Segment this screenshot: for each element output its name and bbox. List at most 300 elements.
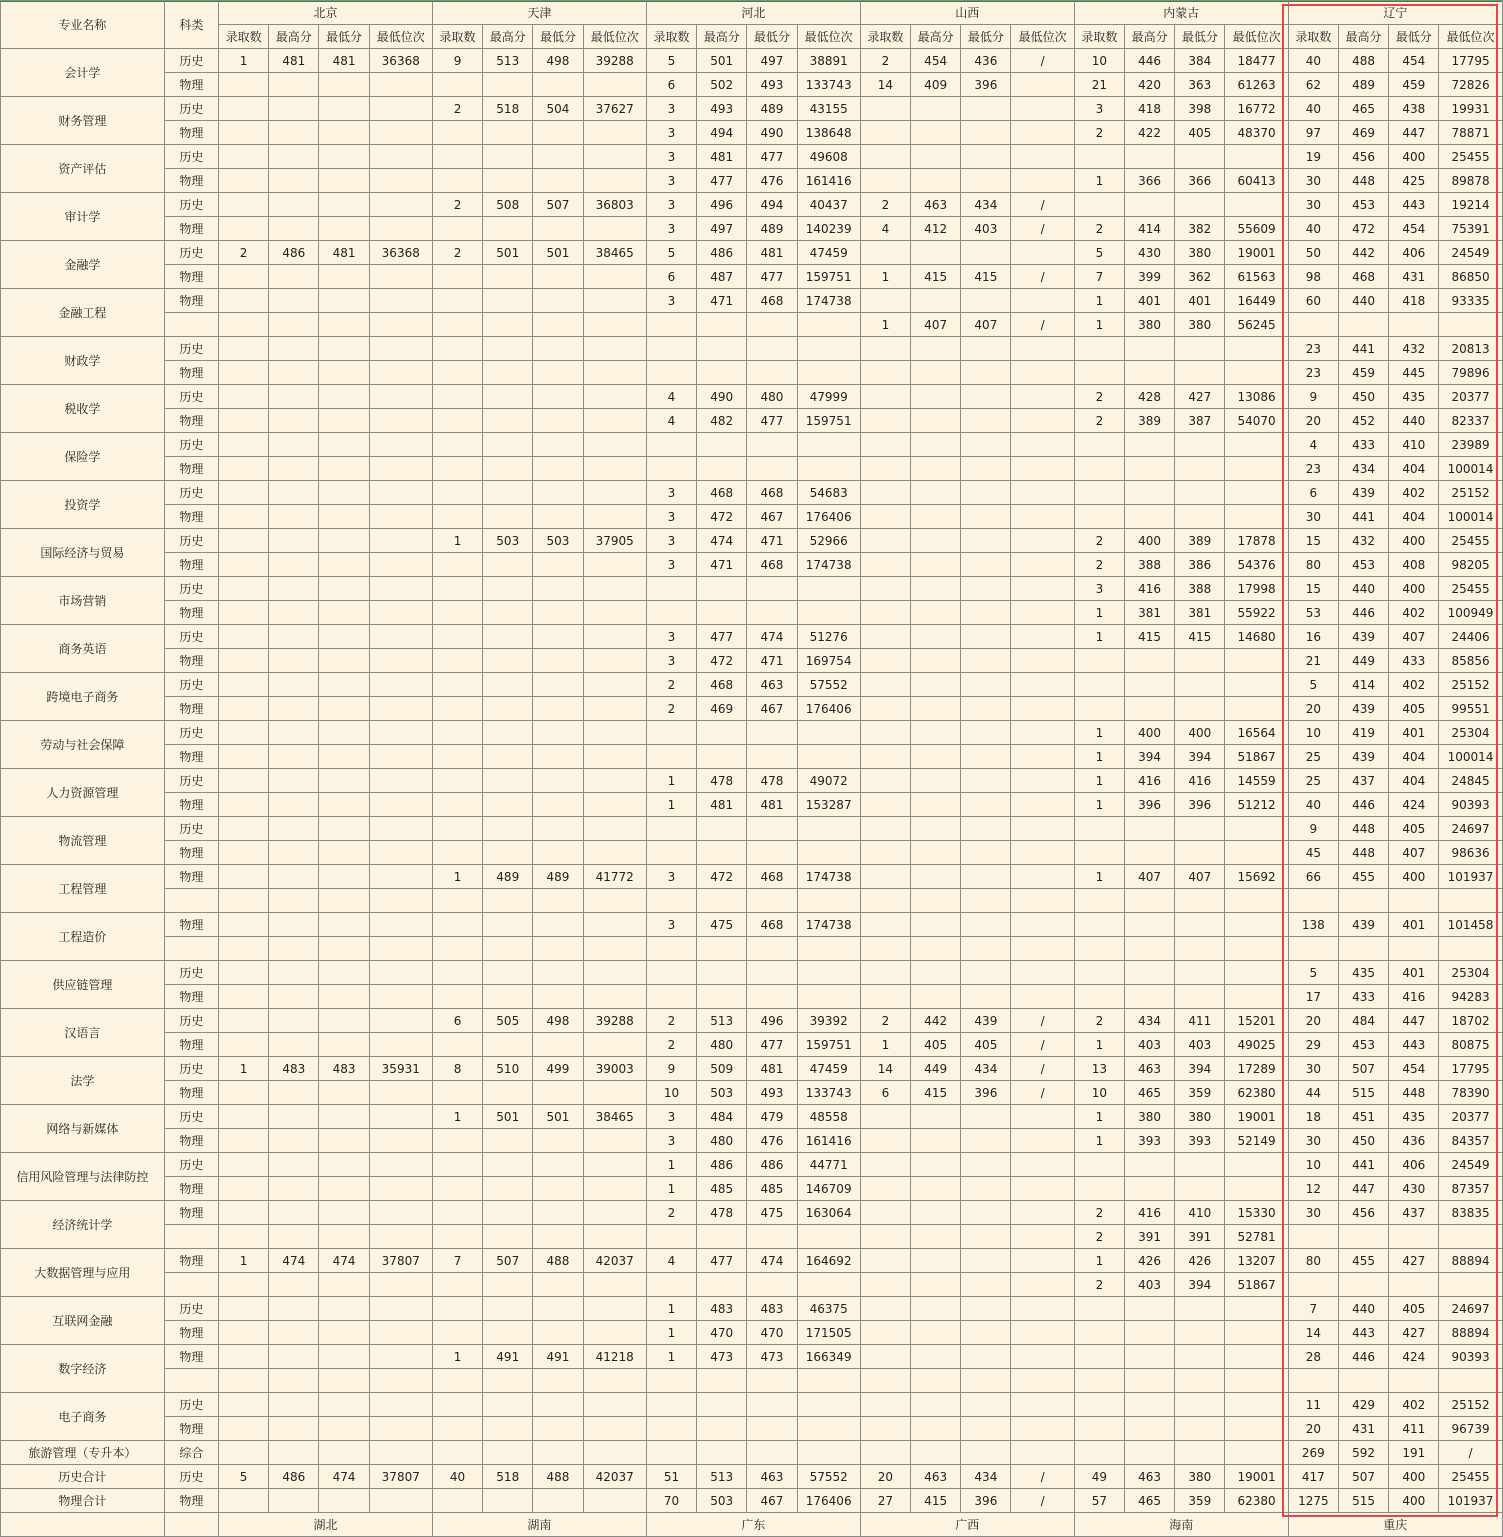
max-score-cell[interactable]: 463 xyxy=(911,193,961,217)
admit-count-cell[interactable] xyxy=(860,961,910,985)
min-score-cell[interactable]: 407 xyxy=(961,313,1011,337)
admit-count-cell[interactable] xyxy=(646,889,696,913)
min-rank-cell[interactable]: 88894 xyxy=(1439,1249,1502,1273)
admit-count-cell[interactable] xyxy=(1074,937,1124,961)
min-score-cell[interactable] xyxy=(319,433,369,457)
admit-count-cell[interactable]: 1 xyxy=(1074,1105,1124,1129)
min-score-cell[interactable] xyxy=(319,841,369,865)
min-score-cell[interactable] xyxy=(1175,937,1225,961)
max-score-cell[interactable]: 472 xyxy=(697,649,747,673)
admit-count-cell[interactable] xyxy=(218,745,268,769)
min-score-cell[interactable]: 477 xyxy=(747,1033,797,1057)
min-score-cell[interactable]: 405 xyxy=(961,1033,1011,1057)
admit-count-cell[interactable]: 40 xyxy=(1288,49,1338,73)
min-rank-cell[interactable] xyxy=(369,985,432,1009)
admit-count-cell[interactable] xyxy=(860,937,910,961)
min-score-cell[interactable] xyxy=(533,913,583,937)
admit-count-cell[interactable] xyxy=(218,337,268,361)
major-name[interactable]: 审计学 xyxy=(1,193,165,241)
admit-count-cell[interactable]: 2 xyxy=(1074,121,1124,145)
min-rank-cell[interactable]: 15330 xyxy=(1225,1201,1288,1225)
min-rank-cell[interactable]: 42037 xyxy=(583,1465,646,1489)
min-score-cell[interactable] xyxy=(1175,1393,1225,1417)
min-rank-cell[interactable]: 163064 xyxy=(797,1201,860,1225)
admit-count-cell[interactable]: 1 xyxy=(646,1345,696,1369)
admit-count-cell[interactable] xyxy=(432,697,482,721)
min-rank-cell[interactable]: 35931 xyxy=(369,1057,432,1081)
min-rank-cell[interactable] xyxy=(1225,1369,1288,1393)
max-score-cell[interactable]: 448 xyxy=(1338,841,1388,865)
max-score-cell[interactable] xyxy=(483,313,533,337)
max-score-cell[interactable]: 441 xyxy=(1338,505,1388,529)
min-score-cell[interactable] xyxy=(1175,457,1225,481)
max-score-cell[interactable] xyxy=(269,577,319,601)
admit-count-cell[interactable]: 3 xyxy=(646,865,696,889)
min-score-cell[interactable] xyxy=(319,889,369,913)
subject-cell[interactable] xyxy=(164,937,218,961)
min-rank-cell[interactable]: 38465 xyxy=(583,241,646,265)
min-rank-cell[interactable] xyxy=(1011,169,1074,193)
admit-count-cell[interactable]: 12 xyxy=(1288,1177,1338,1201)
min-score-cell[interactable]: 481 xyxy=(747,1057,797,1081)
min-score-cell[interactable]: 476 xyxy=(747,1129,797,1153)
min-score-cell[interactable]: 401 xyxy=(1389,721,1439,745)
min-score-cell[interactable] xyxy=(1175,337,1225,361)
min-score-cell[interactable] xyxy=(319,265,369,289)
max-score-cell[interactable] xyxy=(911,1297,961,1321)
admit-count-cell[interactable]: 1 xyxy=(1074,601,1124,625)
min-rank-cell[interactable] xyxy=(1225,433,1288,457)
max-score-cell[interactable]: 493 xyxy=(697,97,747,121)
subject-cell[interactable]: 物理 xyxy=(164,1417,218,1441)
min-rank-cell[interactable]: 40437 xyxy=(797,193,860,217)
max-score-cell[interactable]: 422 xyxy=(1125,121,1175,145)
min-rank-cell[interactable]: 101937 xyxy=(1439,1489,1502,1513)
subject-cell[interactable]: 物理 xyxy=(164,697,218,721)
min-score-cell[interactable]: 479 xyxy=(747,1105,797,1129)
subject-cell[interactable]: 物理 xyxy=(164,841,218,865)
admit-count-cell[interactable] xyxy=(218,937,268,961)
admit-count-cell[interactable] xyxy=(218,769,268,793)
max-score-cell[interactable]: 494 xyxy=(697,121,747,145)
admit-count-cell[interactable]: 5 xyxy=(1288,961,1338,985)
max-score-cell[interactable] xyxy=(697,841,747,865)
min-score-cell[interactable]: 400 xyxy=(1389,529,1439,553)
subject-cell[interactable]: 历史 xyxy=(164,1297,218,1321)
admit-count-cell[interactable] xyxy=(432,169,482,193)
admit-count-cell[interactable] xyxy=(860,241,910,265)
min-score-cell[interactable]: 490 xyxy=(747,121,797,145)
min-rank-cell[interactable] xyxy=(1011,289,1074,313)
max-score-cell[interactable] xyxy=(911,1393,961,1417)
min-score-cell[interactable] xyxy=(319,1177,369,1201)
min-rank-cell[interactable] xyxy=(797,961,860,985)
admit-count-cell[interactable]: 97 xyxy=(1288,121,1338,145)
min-score-cell[interactable] xyxy=(747,889,797,913)
min-rank-cell[interactable] xyxy=(583,1417,646,1441)
min-rank-cell[interactable] xyxy=(583,169,646,193)
min-score-cell[interactable]: 474 xyxy=(319,1465,369,1489)
max-score-cell[interactable] xyxy=(1125,1153,1175,1177)
subject-cell[interactable]: 物理 xyxy=(164,1033,218,1057)
admit-count-cell[interactable]: 18 xyxy=(1288,1105,1338,1129)
max-score-cell[interactable]: 394 xyxy=(1125,745,1175,769)
max-score-cell[interactable]: 477 xyxy=(697,169,747,193)
min-rank-cell[interactable] xyxy=(1011,961,1074,985)
min-score-cell[interactable] xyxy=(533,649,583,673)
min-rank-cell[interactable]: / xyxy=(1439,1441,1502,1465)
admit-count-cell[interactable] xyxy=(1074,1177,1124,1201)
admit-count-cell[interactable]: 1 xyxy=(860,313,910,337)
min-score-cell[interactable]: 415 xyxy=(1175,625,1225,649)
subject-cell[interactable]: 历史 xyxy=(164,49,218,73)
min-score-cell[interactable] xyxy=(961,1177,1011,1201)
max-score-cell[interactable] xyxy=(269,1273,319,1297)
max-score-cell[interactable] xyxy=(483,265,533,289)
subject-cell[interactable]: 物理 xyxy=(164,865,218,889)
max-score-cell[interactable] xyxy=(1125,913,1175,937)
max-score-cell[interactable] xyxy=(1125,145,1175,169)
min-rank-cell[interactable] xyxy=(1011,817,1074,841)
min-score-cell[interactable] xyxy=(319,409,369,433)
admit-count-cell[interactable] xyxy=(1074,1321,1124,1345)
max-score-cell[interactable] xyxy=(269,1489,319,1513)
min-rank-cell[interactable] xyxy=(583,361,646,385)
admit-count-cell[interactable]: 3 xyxy=(1074,97,1124,121)
min-rank-cell[interactable]: 176406 xyxy=(797,1489,860,1513)
min-rank-cell[interactable] xyxy=(369,529,432,553)
min-rank-cell[interactable] xyxy=(369,1297,432,1321)
admit-count-cell[interactable]: 9 xyxy=(1288,817,1338,841)
min-rank-cell[interactable]: / xyxy=(1011,1057,1074,1081)
admit-count-cell[interactable]: 3 xyxy=(646,505,696,529)
max-score-cell[interactable] xyxy=(269,913,319,937)
min-score-cell[interactable]: 435 xyxy=(1389,385,1439,409)
max-score-cell[interactable]: 448 xyxy=(1338,169,1388,193)
min-score-cell[interactable] xyxy=(319,1345,369,1369)
min-score-cell[interactable] xyxy=(1175,1345,1225,1369)
max-score-cell[interactable] xyxy=(269,1369,319,1393)
max-score-cell[interactable]: 510 xyxy=(483,1057,533,1081)
min-rank-cell[interactable] xyxy=(1225,505,1288,529)
min-rank-cell[interactable] xyxy=(797,601,860,625)
admit-count-cell[interactable]: 2 xyxy=(646,1201,696,1225)
max-score-cell[interactable] xyxy=(1338,889,1388,913)
subject-cell[interactable]: 历史 xyxy=(164,1105,218,1129)
subject-cell[interactable]: 物理 xyxy=(164,289,218,313)
admit-count-cell[interactable] xyxy=(860,97,910,121)
min-rank-cell[interactable]: 25304 xyxy=(1439,721,1502,745)
min-rank-cell[interactable]: 24549 xyxy=(1439,1153,1502,1177)
admit-count-cell[interactable] xyxy=(432,1033,482,1057)
max-score-cell[interactable]: 507 xyxy=(1338,1057,1388,1081)
min-rank-cell[interactable] xyxy=(369,409,432,433)
admit-count-cell[interactable] xyxy=(218,1417,268,1441)
max-score-cell[interactable]: 515 xyxy=(1338,1489,1388,1513)
subject-cell[interactable]: 历史 xyxy=(164,97,218,121)
min-rank-cell[interactable]: 23989 xyxy=(1439,433,1502,457)
max-score-cell[interactable] xyxy=(911,145,961,169)
max-score-cell[interactable]: 481 xyxy=(269,49,319,73)
min-score-cell[interactable]: 433 xyxy=(1389,649,1439,673)
min-rank-cell[interactable]: 14680 xyxy=(1225,625,1288,649)
min-rank-cell[interactable] xyxy=(1011,481,1074,505)
min-score-cell[interactable] xyxy=(747,433,797,457)
admit-count-cell[interactable]: 14 xyxy=(1288,1321,1338,1345)
max-score-cell[interactable] xyxy=(911,865,961,889)
min-rank-cell[interactable] xyxy=(583,1081,646,1105)
min-rank-cell[interactable] xyxy=(583,217,646,241)
min-score-cell[interactable]: 440 xyxy=(1389,409,1439,433)
min-rank-cell[interactable]: 57552 xyxy=(797,1465,860,1489)
min-score-cell[interactable] xyxy=(961,433,1011,457)
admit-count-cell[interactable]: 1 xyxy=(1074,865,1124,889)
min-rank-cell[interactable]: 24406 xyxy=(1439,625,1502,649)
min-score-cell[interactable]: 403 xyxy=(1175,1033,1225,1057)
max-score-cell[interactable] xyxy=(911,481,961,505)
admit-count-cell[interactable] xyxy=(860,1153,910,1177)
min-score-cell[interactable] xyxy=(319,769,369,793)
major-name[interactable]: 投资学 xyxy=(1,481,165,529)
admit-count-cell[interactable]: 7 xyxy=(1288,1297,1338,1321)
max-score-cell[interactable]: 497 xyxy=(697,217,747,241)
admit-count-cell[interactable] xyxy=(218,673,268,697)
admit-count-cell[interactable]: 1 xyxy=(1074,793,1124,817)
min-rank-cell[interactable] xyxy=(369,841,432,865)
admit-count-cell[interactable] xyxy=(1074,457,1124,481)
max-score-cell[interactable] xyxy=(269,673,319,697)
min-score-cell[interactable]: 402 xyxy=(1389,1393,1439,1417)
min-score-cell[interactable] xyxy=(319,745,369,769)
min-score-cell[interactable]: 448 xyxy=(1389,1081,1439,1105)
admit-count-cell[interactable] xyxy=(1074,1417,1124,1441)
max-score-cell[interactable] xyxy=(697,313,747,337)
max-score-cell[interactable] xyxy=(483,1273,533,1297)
min-rank-cell[interactable] xyxy=(369,1177,432,1201)
admit-count-cell[interactable] xyxy=(1074,145,1124,169)
admit-count-cell[interactable] xyxy=(860,385,910,409)
admit-count-cell[interactable] xyxy=(1074,433,1124,457)
min-score-cell[interactable]: 498 xyxy=(533,1009,583,1033)
min-score-cell[interactable]: 496 xyxy=(747,1009,797,1033)
min-score-cell[interactable] xyxy=(533,553,583,577)
min-score-cell[interactable] xyxy=(533,337,583,361)
max-score-cell[interactable] xyxy=(269,1417,319,1441)
max-score-cell[interactable] xyxy=(269,769,319,793)
min-score-cell[interactable] xyxy=(1175,505,1225,529)
max-score-cell[interactable]: 393 xyxy=(1125,1129,1175,1153)
min-rank-cell[interactable] xyxy=(1011,1369,1074,1393)
admit-count-cell[interactable]: 98 xyxy=(1288,265,1338,289)
max-score-cell[interactable]: 503 xyxy=(697,1081,747,1105)
max-score-cell[interactable] xyxy=(483,73,533,97)
min-score-cell[interactable] xyxy=(961,481,1011,505)
min-score-cell[interactable]: 411 xyxy=(1175,1009,1225,1033)
min-score-cell[interactable]: 407 xyxy=(1389,625,1439,649)
min-score-cell[interactable]: 486 xyxy=(747,1153,797,1177)
max-score-cell[interactable]: 439 xyxy=(1338,697,1388,721)
admit-count-cell[interactable]: 10 xyxy=(1074,1081,1124,1105)
max-score-cell[interactable]: 484 xyxy=(1338,1009,1388,1033)
max-score-cell[interactable]: 507 xyxy=(483,1249,533,1273)
min-rank-cell[interactable]: 140239 xyxy=(797,217,860,241)
admit-count-cell[interactable] xyxy=(860,601,910,625)
admit-count-cell[interactable] xyxy=(432,217,482,241)
min-rank-cell[interactable] xyxy=(1011,241,1074,265)
min-rank-cell[interactable] xyxy=(797,1225,860,1249)
max-score-cell[interactable] xyxy=(911,961,961,985)
admit-count-cell[interactable]: 1 xyxy=(1074,313,1124,337)
max-score-cell[interactable] xyxy=(483,937,533,961)
major-name[interactable]: 电子商务 xyxy=(1,1393,165,1441)
max-score-cell[interactable] xyxy=(483,409,533,433)
min-rank-cell[interactable] xyxy=(369,433,432,457)
min-score-cell[interactable]: 408 xyxy=(1389,553,1439,577)
subject-cell[interactable] xyxy=(164,1369,218,1393)
min-score-cell[interactable] xyxy=(319,145,369,169)
min-score-cell[interactable] xyxy=(533,481,583,505)
min-rank-cell[interactable]: 84357 xyxy=(1439,1129,1502,1153)
admit-count-cell[interactable] xyxy=(432,673,482,697)
min-rank-cell[interactable] xyxy=(1225,817,1288,841)
max-score-cell[interactable] xyxy=(911,337,961,361)
min-score-cell[interactable]: 400 xyxy=(1389,1489,1439,1513)
max-score-cell[interactable]: 513 xyxy=(697,1009,747,1033)
max-score-cell[interactable] xyxy=(911,409,961,433)
min-score-cell[interactable]: 454 xyxy=(1389,49,1439,73)
max-score-cell[interactable] xyxy=(269,721,319,745)
min-rank-cell[interactable] xyxy=(1011,553,1074,577)
subject-cell[interactable]: 物理 xyxy=(164,913,218,937)
min-rank-cell[interactable]: / xyxy=(1011,313,1074,337)
admit-count-cell[interactable]: 1 xyxy=(218,49,268,73)
admit-count-cell[interactable] xyxy=(218,1177,268,1201)
max-score-cell[interactable]: 416 xyxy=(1125,577,1175,601)
max-score-cell[interactable]: 449 xyxy=(911,1057,961,1081)
max-score-cell[interactable]: 401 xyxy=(1125,289,1175,313)
admit-count-cell[interactable] xyxy=(432,337,482,361)
min-score-cell[interactable] xyxy=(533,1273,583,1297)
min-rank-cell[interactable]: 61563 xyxy=(1225,265,1288,289)
min-score-cell[interactable] xyxy=(1389,313,1439,337)
admit-count-cell[interactable]: 27 xyxy=(860,1489,910,1513)
admit-count-cell[interactable]: 7 xyxy=(432,1249,482,1273)
min-score-cell[interactable]: 403 xyxy=(961,217,1011,241)
admit-count-cell[interactable] xyxy=(218,1273,268,1297)
min-rank-cell[interactable] xyxy=(369,913,432,937)
min-score-cell[interactable] xyxy=(961,553,1011,577)
min-score-cell[interactable]: 404 xyxy=(1389,769,1439,793)
admit-count-cell[interactable] xyxy=(432,505,482,529)
max-score-cell[interactable]: 488 xyxy=(1338,49,1388,73)
admit-count-cell[interactable]: 1 xyxy=(1074,169,1124,193)
min-rank-cell[interactable]: 164692 xyxy=(797,1249,860,1273)
max-score-cell[interactable]: 399 xyxy=(1125,265,1175,289)
admit-count-cell[interactable] xyxy=(218,481,268,505)
admit-count-cell[interactable] xyxy=(860,505,910,529)
major-name[interactable]: 跨境电子商务 xyxy=(1,673,165,721)
min-score-cell[interactable] xyxy=(319,217,369,241)
max-score-cell[interactable] xyxy=(483,1321,533,1345)
admit-count-cell[interactable]: 50 xyxy=(1288,241,1338,265)
max-score-cell[interactable] xyxy=(269,121,319,145)
subject-cell[interactable]: 历史 xyxy=(164,577,218,601)
min-rank-cell[interactable]: 57552 xyxy=(797,673,860,697)
max-score-cell[interactable] xyxy=(911,1177,961,1201)
admit-count-cell[interactable] xyxy=(432,1417,482,1441)
max-score-cell[interactable]: 439 xyxy=(1338,745,1388,769)
admit-count-cell[interactable]: 25 xyxy=(1288,769,1338,793)
min-score-cell[interactable] xyxy=(747,1393,797,1417)
admit-count-cell[interactable] xyxy=(860,697,910,721)
admit-count-cell[interactable] xyxy=(1074,841,1124,865)
min-score-cell[interactable] xyxy=(319,1321,369,1345)
max-score-cell[interactable] xyxy=(269,337,319,361)
max-score-cell[interactable]: 441 xyxy=(1338,1153,1388,1177)
min-rank-cell[interactable] xyxy=(1011,937,1074,961)
min-rank-cell[interactable]: 41218 xyxy=(583,1345,646,1369)
min-rank-cell[interactable]: 93335 xyxy=(1439,289,1502,313)
max-score-cell[interactable]: 474 xyxy=(697,529,747,553)
max-score-cell[interactable]: 434 xyxy=(1125,1009,1175,1033)
admit-count-cell[interactable]: 30 xyxy=(1288,1057,1338,1081)
admit-count-cell[interactable]: 9 xyxy=(1288,385,1338,409)
min-rank-cell[interactable] xyxy=(1011,505,1074,529)
min-score-cell[interactable]: 402 xyxy=(1389,481,1439,505)
admit-count-cell[interactable]: 3 xyxy=(646,217,696,241)
min-score-cell[interactable] xyxy=(533,769,583,793)
max-score-cell[interactable] xyxy=(911,289,961,313)
max-score-cell[interactable] xyxy=(269,841,319,865)
min-rank-cell[interactable] xyxy=(1011,1345,1074,1369)
admit-count-cell[interactable]: 2 xyxy=(646,1009,696,1033)
major-name[interactable]: 经济统计学 xyxy=(1,1201,165,1249)
major-name[interactable]: 互联网金融 xyxy=(1,1297,165,1345)
min-rank-cell[interactable]: 39288 xyxy=(583,49,646,73)
admit-count-cell[interactable] xyxy=(432,457,482,481)
min-rank-cell[interactable] xyxy=(1225,889,1288,913)
admit-count-cell[interactable] xyxy=(860,1273,910,1297)
max-score-cell[interactable]: 465 xyxy=(1125,1489,1175,1513)
max-score-cell[interactable]: 419 xyxy=(1338,721,1388,745)
min-rank-cell[interactable]: 48558 xyxy=(797,1105,860,1129)
min-rank-cell[interactable]: 37627 xyxy=(583,97,646,121)
admit-count-cell[interactable] xyxy=(432,265,482,289)
min-score-cell[interactable]: 483 xyxy=(319,1057,369,1081)
max-score-cell[interactable] xyxy=(911,433,961,457)
max-score-cell[interactable]: 513 xyxy=(483,49,533,73)
min-rank-cell[interactable] xyxy=(369,793,432,817)
admit-count-cell[interactable] xyxy=(646,721,696,745)
min-score-cell[interactable]: 474 xyxy=(319,1249,369,1273)
admit-count-cell[interactable]: 62 xyxy=(1288,73,1338,97)
min-rank-cell[interactable] xyxy=(583,697,646,721)
min-score-cell[interactable] xyxy=(319,1081,369,1105)
max-score-cell[interactable] xyxy=(483,649,533,673)
admit-count-cell[interactable]: 30 xyxy=(1288,505,1338,529)
max-score-cell[interactable]: 478 xyxy=(697,1201,747,1225)
admit-count-cell[interactable] xyxy=(646,577,696,601)
admit-count-cell[interactable] xyxy=(218,457,268,481)
admit-count-cell[interactable] xyxy=(860,1417,910,1441)
admit-count-cell[interactable]: 1 xyxy=(432,1105,482,1129)
max-score-cell[interactable] xyxy=(911,1201,961,1225)
min-score-cell[interactable]: 394 xyxy=(1175,745,1225,769)
admit-count-cell[interactable] xyxy=(432,1441,482,1465)
min-rank-cell[interactable] xyxy=(1011,577,1074,601)
max-score-cell[interactable]: 480 xyxy=(697,1129,747,1153)
max-score-cell[interactable] xyxy=(269,865,319,889)
